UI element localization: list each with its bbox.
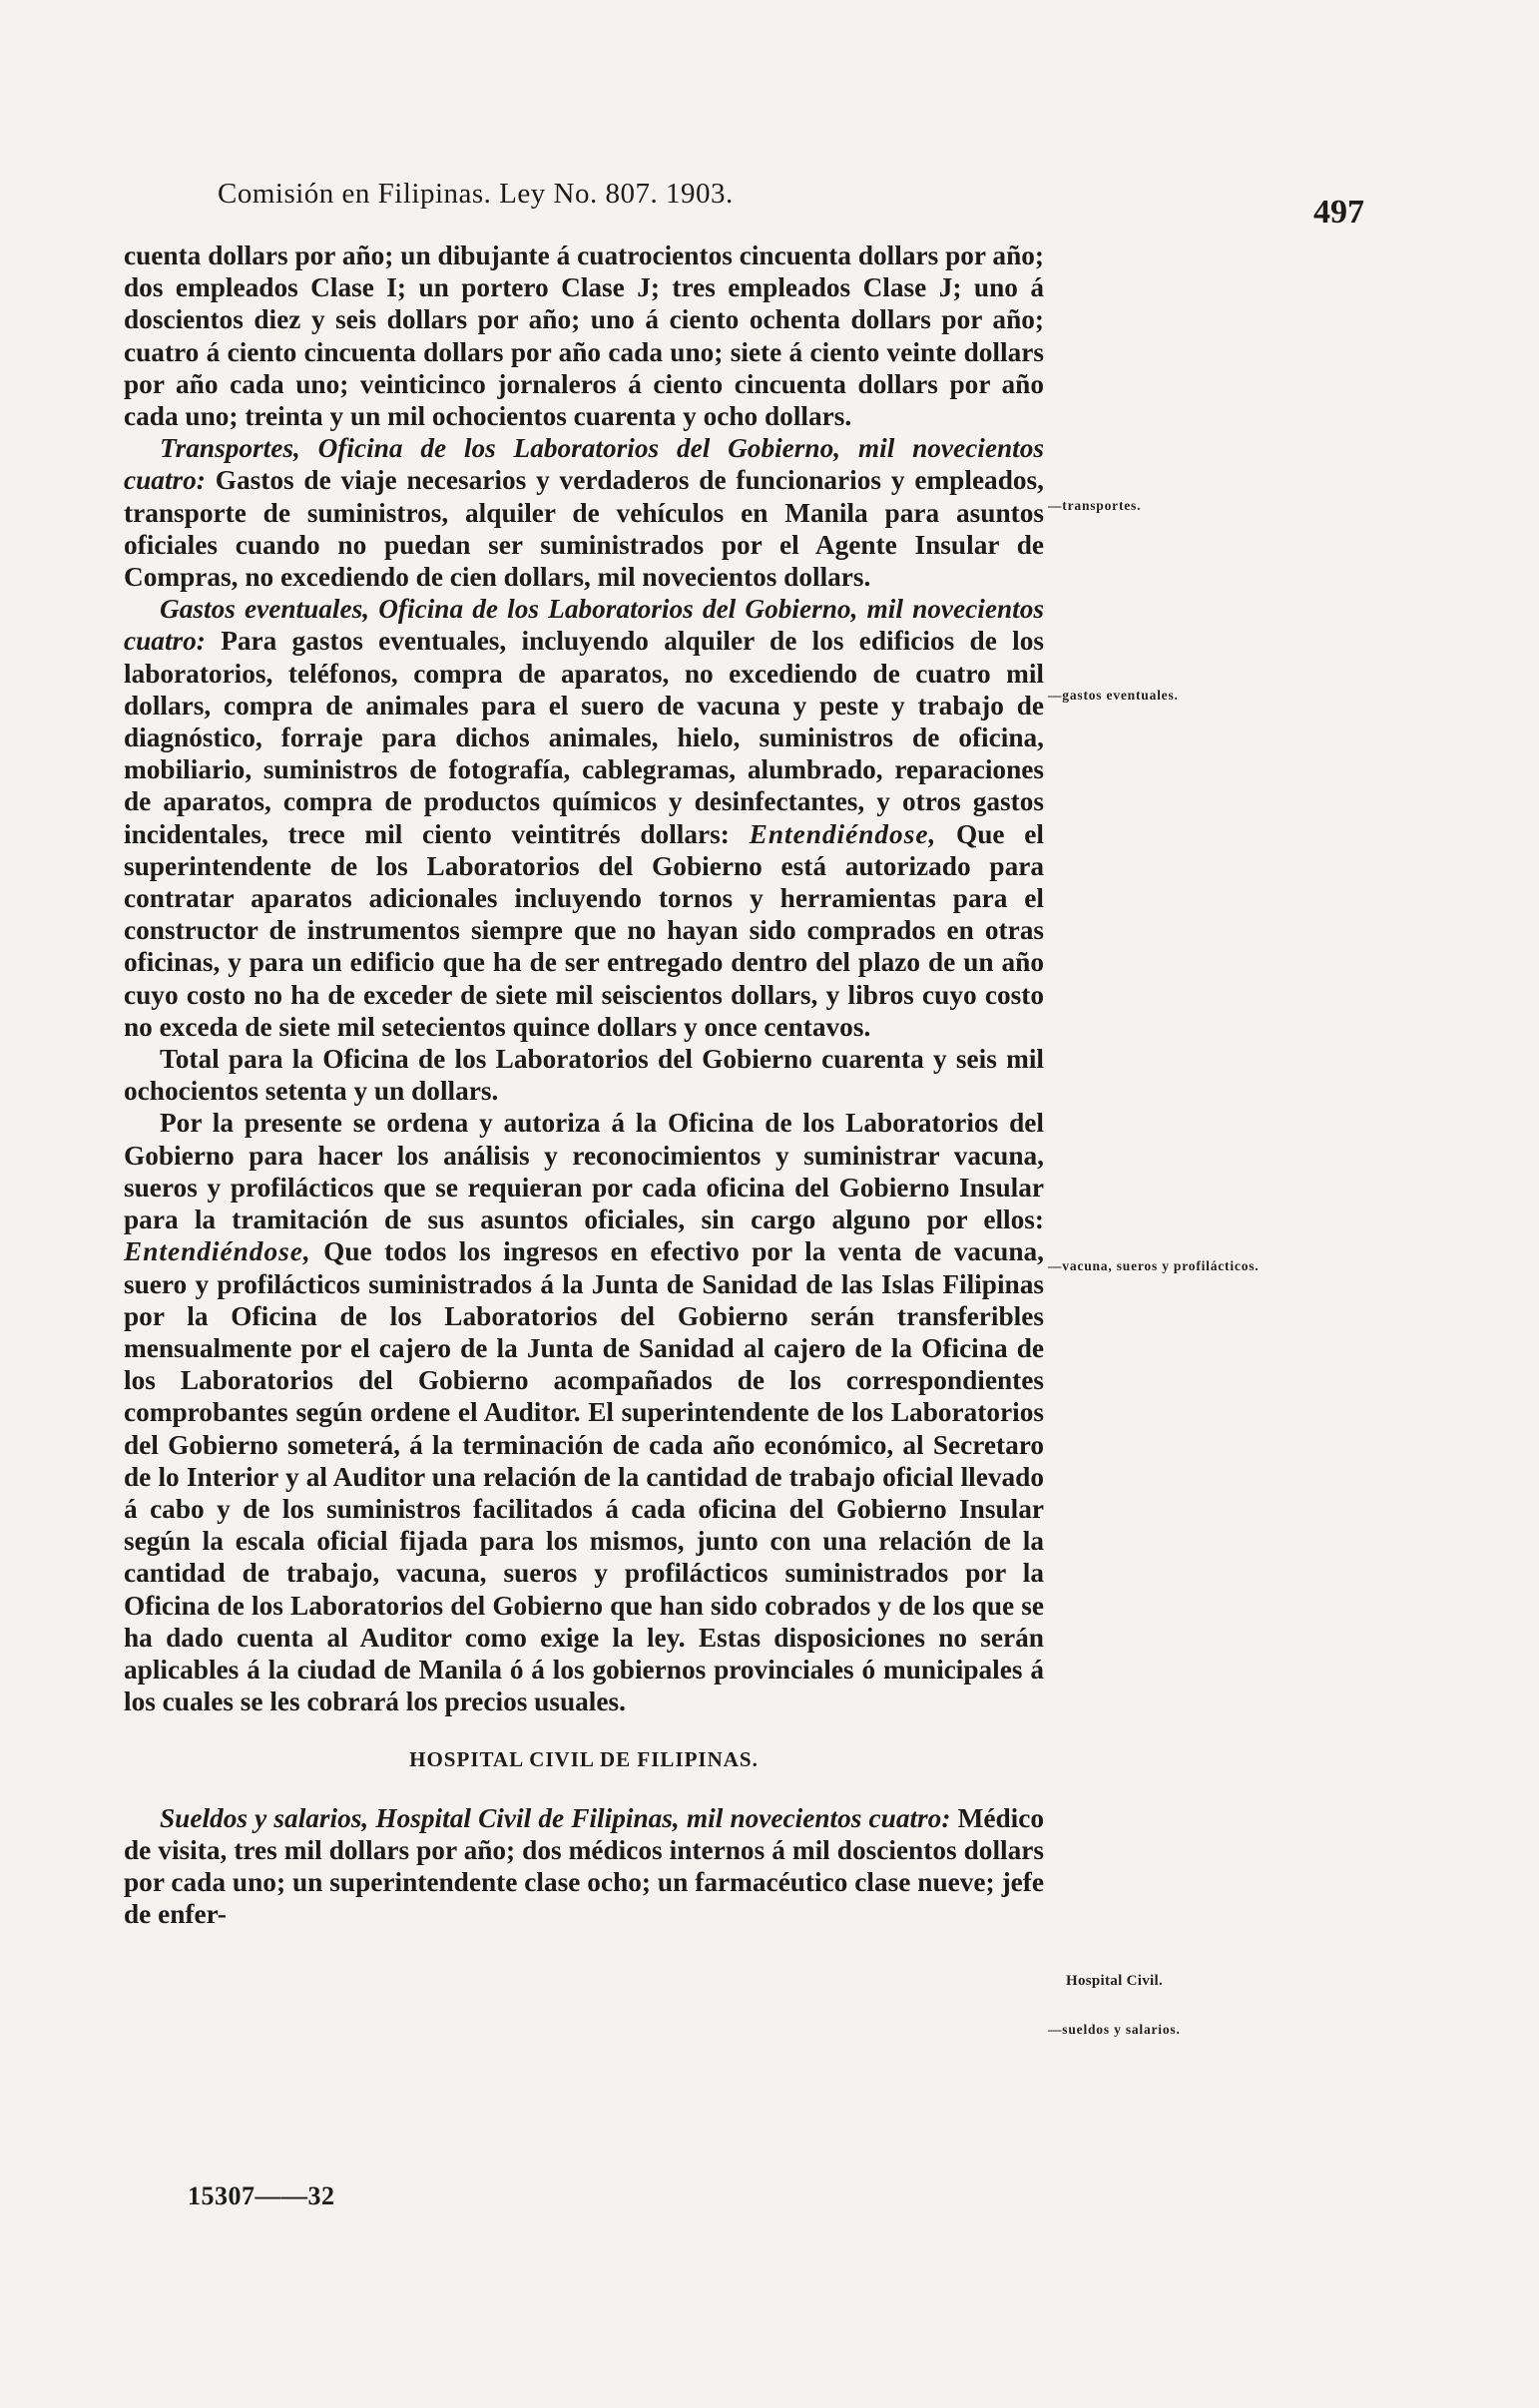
proviso-word: Entendiéndose, [124, 1236, 311, 1267]
paragraph-lead: Gastos eventuales, Oficina de los Laboratorios del Gobierno, mil novecientos cuatro: [124, 594, 1044, 657]
paragraph-gastos-eventuales [124, 593, 1044, 1043]
paragraph-lead: Transportes, Oficina de los Laboratorios del Gobierno, mil novecientos cuatro: [124, 433, 1044, 496]
paragraph-text: Que el superintendente de los Laboratorios del Gobierno está autorizado para contratar aparatos adicionales incluyendo tornos y herramientas para el constructor de instrumentos siempre que no hayan sido comprados en otras oficinas, y para un edificio que ha de ser entregado dentro del plazo de un año cuyo costo no ha de exceder de siete mil seiscientos dollars, y libros cuyo costo no exceda de siete mil setecientos quince dollars y once centavos. [124, 818, 1044, 1042]
section-heading: HOSPITAL CIVIL DE FILIPINAS. [409, 1747, 759, 1772]
paragraph-continuation: cuenta dollars por año; un dibujante á cuatrocientos cincuenta dollars por año; dos empleados Clase I; un portero Clase J; tres empleados Clase J; uno á doscientos diez y seis dollars por año; uno á ciento ochenta dollars por año; cuatro á ciento cincuenta dollars por año cada uno; siete á ciento veinte dollars por año cada uno; veinticinco jornaleros á ciento cincuenta dollars por año cada uno; treinta y un mil ochocientos cuarenta y ocho dollars. [124, 241, 1044, 432]
margin-note-gastos-eventuales: —gastos eventuales. [1048, 688, 1179, 703]
margin-note-vacuna: —vacuna, sueros y profilácticos. [1048, 1258, 1260, 1273]
paragraph-vacuna [124, 1107, 1044, 1717]
margin-note-hospital-civil: Hospital Civil. [1066, 1973, 1164, 1989]
paragraph-text: Que todos los ingresos en efectivo por la venta de vacuna, suero y profilácticos suministrados á la Junta de Sanidad de las Islas Filipinas por la Oficina de los Laboratorios del Gobierno serán transferibles mensualmente por el cajero de la Junta de Sanidad al cajero de la Oficina de los Laboratorios del Gobierno acompañados de los correspondientes comprobantes según ordene el Auditor. El superintendente de los Laboratorios del Gobierno someterá, á la terminación de cada año económico, al Secretaro de lo Interior y al Auditor una relación de la cantidad de trabajo oficial llevado á cabo y de los suministros facilitados á cada oficina del Gobierno Insular según la escala oficial fijada para los mismos, junto con una relación de la cantidad de trabajo, vacuna, sueros y profilácticos suministrados por la Oficina de los Laboratorios del Gobierno que han sido cobrados y de los que se ha dado cuenta al Auditor como exige la ley. Estas disposiciones no serán aplicables á la ciudad de Manila ó á los gobiernos provinciales ó municipales á los cuales se les cobrará los precios usuales. [124, 1236, 1044, 1717]
running-head: Comisión en Filipinas. Ley No. 807. 1903. [218, 178, 734, 210]
footer-signature: 15307——32 [188, 2181, 335, 2210]
body-text [124, 240, 1044, 1930]
paragraph-transportes [124, 432, 1044, 593]
paragraph-lead: Sueldos y salarios, Hospital Civil de Filipinas, mil novecientos cuatro: [160, 1802, 951, 1833]
margin-note-transportes: —transportes. [1048, 498, 1142, 513]
page-number: 497 [1313, 194, 1364, 231]
paragraph-total: Total para la Oficina de los Laboratorios del Gobierno cuarenta y seis mil ochocientos setenta y un dollars. [124, 1044, 1044, 1107]
paragraph-text: Para gastos eventuales, incluyendo alquiler de los edificios de los laboratorios, teléfonos, compra de aparatos, no excediendo de cuatro mil dollars, compra de animales para el suero de vacuna y peste y trabajo de diagnóstico, forraje para dichos animales, hielo, suministros de oficina, mobiliario, suministros de fotografía, cablegramas, alumbrado, reparaciones de aparatos, compra de productos químicos y desinfectantes, y otros gastos incidentales, trece mil ciento veintitrés dollars: [124, 626, 1044, 849]
margin-note-sueldos: —sueldos y salarios. [1048, 2022, 1181, 2037]
paragraph-text: Gastos de viaje necesarios y verdaderos de funcionarios y empleados, transporte de suministros, alquiler de vehículos en Manila para asuntos oficiales cuando no puedan ser suministrados por el Agente Insular de Compras, no excediendo de cien dollars, mil novecientos dollars. [124, 465, 1044, 593]
proviso-word: Entendiéndose, [749, 818, 937, 849]
paragraph-text: Por la presente se ordena y autoriza á la Oficina de los Laboratorios del Gobierno para hacer los análisis y reconocimientos y suministrar vacuna, sueros y profilácticos que se requieran por cada oficina del Gobierno Insular para la tramitación de sus asuntos oficiales, sin cargo alguno por ellos: [124, 1108, 1044, 1235]
paragraph-sueldos [124, 1802, 1044, 1931]
paragraph-text: Médico de visita, tres mil dollars por año; dos médicos internos á mil doscientos dollars por cada uno; un superintendente clase ocho; un farmacéutico clase nueve; jefe de enfer- [124, 1802, 1044, 1930]
